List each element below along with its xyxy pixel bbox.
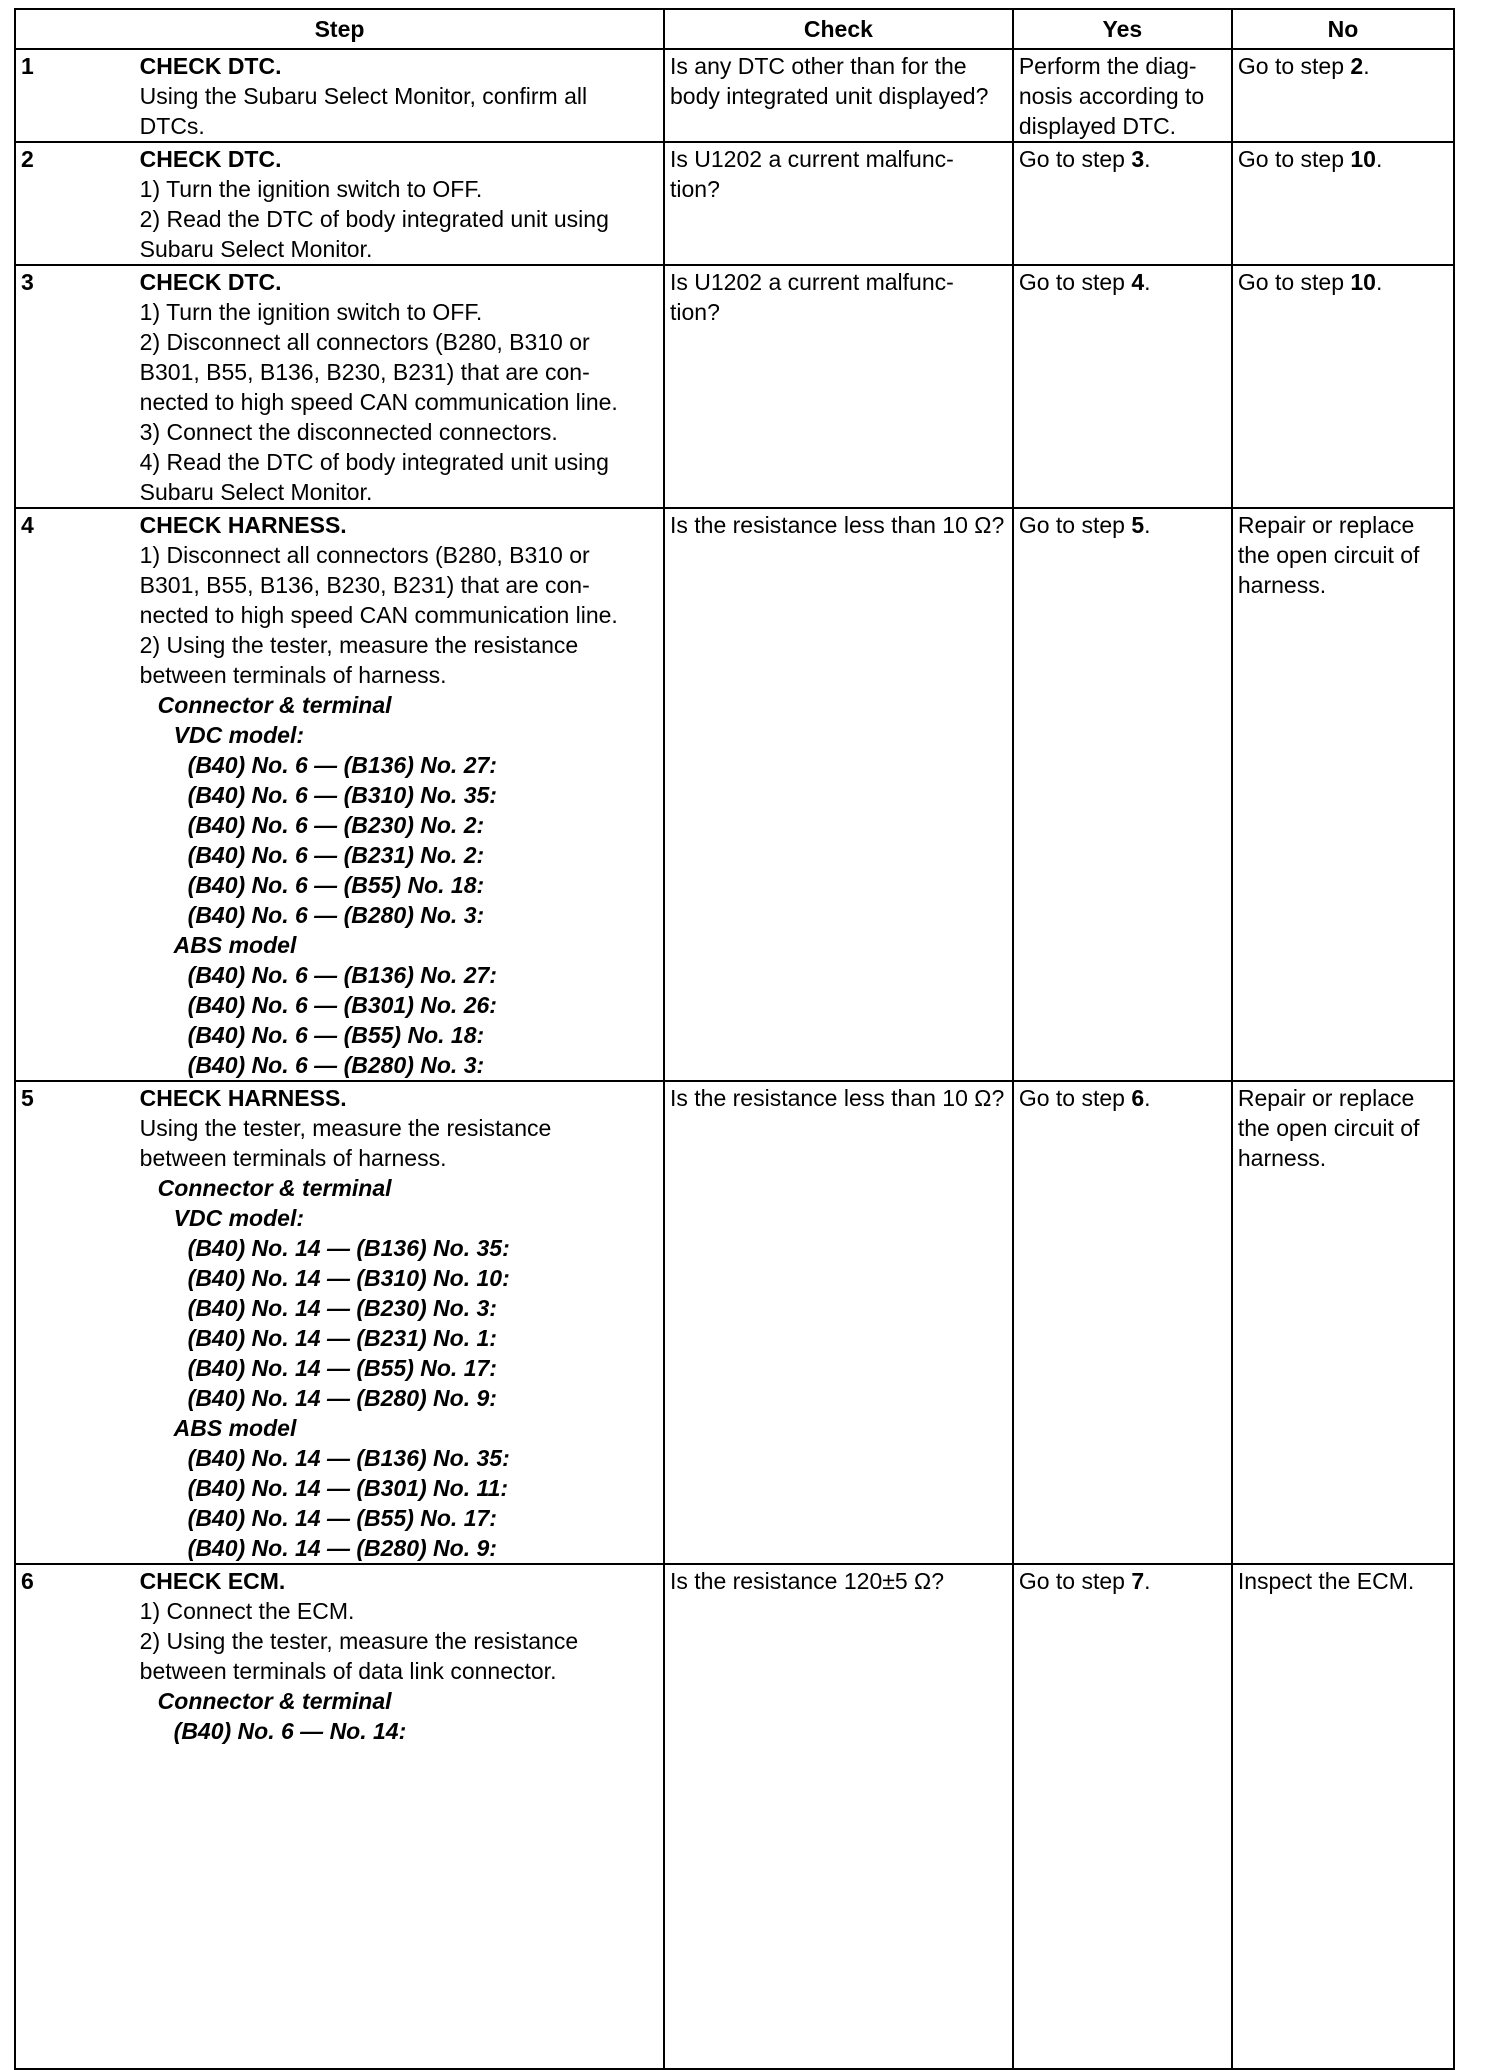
check-cell (664, 142, 1013, 265)
yes-cell (1013, 265, 1232, 508)
terminal-pair: (B40) No. 14 — (B136) No. 35: (187, 1445, 510, 1471)
step-line: nected to high speed CAN communication line. (139, 602, 618, 628)
terminal-pair: (B40) No. 14 — (B231) No. 1: (187, 1325, 497, 1351)
no-line: harness. (1237, 572, 1327, 598)
yes-line: Perform the diag- (1018, 53, 1197, 79)
abs-model-label: ABS model (173, 1415, 297, 1441)
step-line: between terminals of harness. (139, 662, 447, 688)
no-line: the open circuit of (1237, 1115, 1420, 1141)
step-line: 4) Read the DTC of body integrated unit using (139, 449, 609, 475)
no-line: Inspect the ECM. (1237, 1568, 1415, 1594)
check-line: Is U1202 a current malfunc- (670, 269, 954, 295)
header-yes: Yes (1013, 9, 1232, 49)
table-row (15, 265, 1454, 508)
yes-step-ref: 4 (1131, 269, 1145, 295)
terminal-pair: (B40) No. 14 — (B280) No. 9: (187, 1535, 497, 1561)
step-description (135, 1081, 664, 1564)
header-step: Step (15, 9, 664, 49)
no-line: the open circuit of (1237, 542, 1420, 568)
step-description (135, 265, 664, 508)
terminal-pair: (B40) No. 14 — (B230) No. 3: (187, 1295, 497, 1321)
table-row (15, 142, 1454, 265)
table-row (15, 508, 1454, 1081)
check-line: body integrated unit displayed? (670, 83, 989, 109)
no-suffix: . (1375, 269, 1383, 295)
step-line: Using the Subaru Select Monitor, confirm all (139, 83, 588, 109)
check-line: tion? (670, 299, 720, 325)
no-line: harness. (1237, 1145, 1327, 1171)
step-description (135, 142, 664, 265)
step-line: Subaru Select Monitor. (139, 236, 373, 262)
terminal-pair: (B40) No. 6 — (B55) No. 18: (187, 1022, 485, 1048)
vdc-model-label: VDC model: (173, 1205, 304, 1231)
yes-cell (1013, 1564, 1232, 2069)
terminal-pair: (B40) No. 6 — (B280) No. 3: (187, 1052, 485, 1078)
yes-suffix: . (1144, 269, 1151, 295)
table-row (15, 1081, 1454, 1564)
header-row (15, 9, 1454, 49)
terminal-pair: (B40) No. 14 — (B301) No. 11: (187, 1475, 509, 1501)
connector-terminal-heading: Connector & terminal (157, 1175, 392, 1201)
step-description (135, 508, 664, 1081)
no-cell (1232, 142, 1454, 265)
yes-suffix: . (1144, 146, 1151, 172)
terminal-pair: (B40) No. 6 — (B136) No. 27: (187, 962, 497, 988)
check-cell (664, 1081, 1013, 1564)
yes-cell (1013, 508, 1232, 1081)
step-number: 3 (15, 265, 135, 508)
step-number: 1 (15, 49, 135, 142)
no-cell (1232, 49, 1454, 142)
step-line: 1) Connect the ECM. (139, 1598, 355, 1624)
step-line: 2) Disconnect all connectors (B280, B310 or (139, 329, 590, 355)
yes-step-ref: 5 (1131, 512, 1145, 538)
no-suffix: . (1363, 53, 1370, 79)
no-suffix: . (1375, 146, 1383, 172)
yes-step-ref: 6 (1131, 1085, 1145, 1111)
step-description (135, 49, 664, 142)
terminal-pair: (B40) No. 6 — (B55) No. 18: (187, 872, 485, 898)
no-step-ref: 2 (1350, 53, 1364, 79)
connector-terminal-heading: Connector & terminal (157, 692, 392, 718)
step-title: CHECK DTC. (139, 146, 282, 172)
yes-line: nosis according to (1018, 83, 1205, 109)
check-cell (664, 508, 1013, 1081)
terminal-pair: (B40) No. 6 — (B280) No. 3: (187, 902, 485, 928)
step-description (135, 1564, 664, 2069)
terminal-pair: (B40) No. 14 — (B310) No. 10: (187, 1265, 510, 1291)
yes-cell (1013, 1081, 1232, 1564)
yes-suffix: . (1144, 1085, 1151, 1111)
yes-suffix: . (1144, 1568, 1151, 1594)
vdc-model-label: VDC model: (173, 722, 304, 748)
step-line: 2) Read the DTC of body integrated unit using (139, 206, 609, 232)
check-line: tion? (670, 176, 720, 202)
yes-cell (1013, 142, 1232, 265)
step-line: 2) Using the tester, measure the resistance (139, 1628, 579, 1654)
no-line: Repair or replace (1237, 512, 1415, 538)
step-number: 2 (15, 142, 135, 265)
check-line: Is any DTC other than for the (670, 53, 967, 79)
terminal-pair: (B40) No. 6 — (B231) No. 2: (187, 842, 485, 868)
yes-line: displayed DTC. (1018, 113, 1177, 139)
check-line: Is U1202 a current malfunc- (670, 146, 954, 172)
no-prefix: Go to step (1237, 146, 1351, 172)
step-line: 1) Turn the ignition switch to OFF. (139, 299, 483, 325)
step-number: 4 (15, 508, 135, 1081)
terminal-pair: (B40) No. 6 — (B136) No. 27: (187, 752, 497, 778)
step-line: DTCs. (139, 113, 205, 139)
step-line: 1) Disconnect all connectors (B280, B310 or (139, 542, 590, 568)
header-no: No (1232, 9, 1454, 49)
step-line: B301, B55, B136, B230, B231) that are con- (139, 359, 590, 385)
table-row (15, 49, 1454, 142)
terminal-pair: (B40) No. 6 — (B301) No. 26: (187, 992, 497, 1018)
step-line: Using the tester, measure the resistance (139, 1115, 552, 1141)
yes-prefix: Go to step (1018, 269, 1132, 295)
no-cell (1232, 1081, 1454, 1564)
yes-step-ref: 7 (1131, 1568, 1145, 1594)
terminal-pair: (B40) No. 14 — (B136) No. 35: (187, 1235, 510, 1261)
step-line: nected to high speed CAN communication line. (139, 389, 618, 415)
no-line: Repair or replace (1237, 1085, 1415, 1111)
yes-prefix: Go to step (1018, 1568, 1132, 1594)
terminal-pair: (B40) No. 6 — (B310) No. 35: (187, 782, 497, 808)
step-line: 3) Connect the disconnected connectors. (139, 419, 558, 445)
table-row (15, 1564, 1454, 2069)
no-cell (1232, 508, 1454, 1081)
check-line: Is the resistance less than 10 Ω? (670, 512, 1005, 538)
check-cell (664, 49, 1013, 142)
header-check: Check (664, 9, 1013, 49)
step-line: 2) Using the tester, measure the resistance (139, 632, 579, 658)
no-cell (1232, 1564, 1454, 2069)
step-number: 6 (15, 1564, 135, 2069)
yes-step-ref: 3 (1131, 146, 1145, 172)
step-line: 1) Turn the ignition switch to OFF. (139, 176, 483, 202)
connector-terminal-heading: Connector & terminal (157, 1688, 392, 1714)
check-line: Is the resistance less than 10 Ω? (670, 1085, 1005, 1111)
terminal-pair: (B40) No. 6 — (B230) No. 2: (187, 812, 485, 838)
no-cell (1232, 265, 1454, 508)
step-line: between terminals of harness. (139, 1145, 447, 1171)
step-line: Subaru Select Monitor. (139, 479, 373, 505)
step-line: between terminals of data link connector. (139, 1658, 557, 1684)
yes-prefix: Go to step (1018, 512, 1132, 538)
yes-prefix: Go to step (1018, 1085, 1132, 1111)
no-prefix: Go to step (1237, 53, 1351, 79)
terminal-pair: (B40) No. 14 — (B280) No. 9: (187, 1385, 497, 1411)
step-title: CHECK DTC. (139, 53, 282, 79)
no-step-ref: 10 (1350, 269, 1376, 295)
step-title: CHECK ECM. (139, 1568, 286, 1594)
terminal-pair: (B40) No. 6 — No. 14: (173, 1718, 407, 1744)
terminal-pair: (B40) No. 14 — (B55) No. 17: (187, 1505, 497, 1531)
terminal-pair: (B40) No. 14 — (B55) No. 17: (187, 1355, 497, 1381)
step-title: CHECK HARNESS. (139, 1085, 347, 1111)
step-title: CHECK DTC. (139, 269, 282, 295)
yes-suffix: . (1144, 512, 1151, 538)
check-line: Is the resistance 120±5 Ω? (670, 1568, 945, 1594)
yes-cell (1013, 49, 1232, 142)
yes-prefix: Go to step (1018, 146, 1132, 172)
step-line: B301, B55, B136, B230, B231) that are con- (139, 572, 590, 598)
no-prefix: Go to step (1237, 269, 1351, 295)
step-title: CHECK HARNESS. (139, 512, 347, 538)
step-number: 5 (15, 1081, 135, 1564)
abs-model-label: ABS model (173, 932, 297, 958)
diagnostic-table (14, 8, 1455, 2070)
check-cell (664, 1564, 1013, 2069)
no-step-ref: 10 (1350, 146, 1376, 172)
check-cell (664, 265, 1013, 508)
